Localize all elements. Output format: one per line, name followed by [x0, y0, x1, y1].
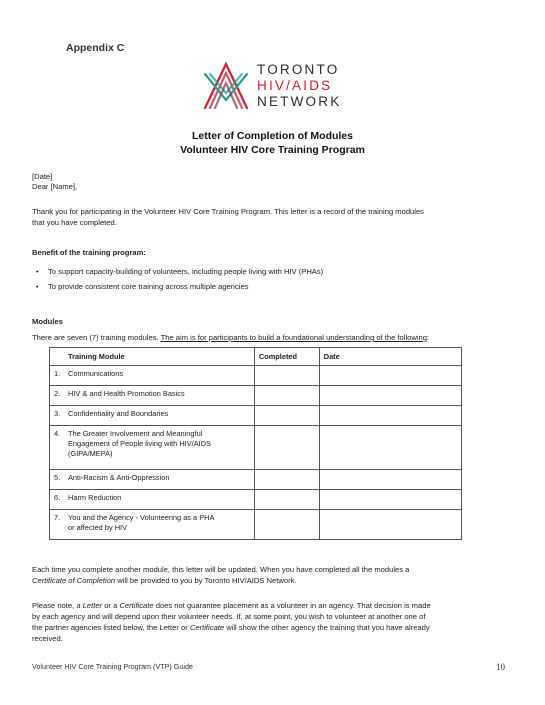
date-cell — [319, 366, 461, 386]
certificate-term: Certificate — [119, 601, 154, 610]
module-number: 3. — [54, 409, 61, 418]
greeting: Dear [Name], — [32, 182, 78, 191]
completed-cell — [254, 490, 319, 510]
module-number: 2. — [54, 389, 61, 398]
closing-p2-line3 — [32, 623, 512, 634]
module-name — [68, 429, 243, 459]
footer-guide-title: Volunteer HIV Core Training Program (VTP) Guide — [32, 662, 193, 671]
modules-intro-aim: The aim is for participants to build a foundational understanding of the following — [160, 333, 427, 342]
module-line: HIV & and Health Promotion Basics — [68, 389, 185, 398]
table-row — [50, 406, 462, 426]
header-completed: Completed — [254, 348, 319, 366]
closing-p2-line1 — [32, 601, 512, 612]
date-cell — [319, 426, 461, 470]
module-line: Anti-Racism & Anti-Oppression — [68, 473, 170, 482]
table-row — [50, 366, 462, 386]
table-row — [50, 426, 462, 470]
certificate-term: Certificate — [189, 623, 225, 632]
modules-intro-colon: : — [426, 333, 430, 342]
module-cell — [50, 470, 255, 490]
module-line: Confidentiality and Boundaries — [68, 409, 169, 418]
logo-line-network: NETWORK — [257, 94, 342, 109]
module-line: You and the Agency - Volunteering as a PHA — [68, 513, 215, 522]
date-cell — [319, 510, 461, 540]
closing-p2-line2: by each agency and will depend upon their volunteer needs. If, at some point, you wish to volunteer at another one of — [32, 612, 426, 621]
ribbon-logo-icon — [199, 56, 253, 116]
table-row — [50, 386, 462, 406]
module-name — [68, 409, 243, 419]
table-row — [50, 510, 462, 540]
letter-title: Letter of Completion of Modules — [192, 130, 353, 142]
closing-p1-line1: Each time you complete another module, this letter will be updated. When you have completed all the modules a — [32, 565, 410, 574]
date-placeholder: [Date] — [32, 172, 53, 181]
bullet-icon: • — [36, 282, 39, 291]
closing-p2-line4: received. — [32, 634, 63, 643]
module-number: 4. — [54, 429, 61, 438]
text-run: will show the other agency the training that you have already — [224, 623, 430, 632]
letter-term: a Letter — [76, 601, 103, 610]
table-header-row — [50, 348, 462, 366]
module-cell — [50, 490, 255, 510]
module-name — [68, 513, 243, 533]
page-number: 10 — [496, 662, 505, 672]
module-line: Harm Reduction — [68, 493, 122, 502]
modules-heading: Modules — [32, 317, 63, 326]
completed-cell — [254, 426, 319, 470]
module-cell — [50, 510, 255, 540]
appendix-label: Appendix C — [66, 42, 125, 54]
module-name — [68, 473, 243, 483]
modules-intro-text: There are seven (7) training modules. — [32, 333, 161, 342]
date-cell — [319, 470, 461, 490]
completed-cell — [254, 510, 319, 540]
closing-p1-line2-text: will be provided to you by Toronto HIV/AIDS Network. — [115, 576, 297, 585]
logo-line-hiv-aids: HIV/AIDS — [257, 78, 333, 93]
text-run: the partner agencies listed below, the Letter or — [32, 623, 190, 632]
completed-cell — [254, 386, 319, 406]
module-cell — [50, 426, 255, 470]
training-modules-table — [49, 347, 462, 540]
bullet-icon: • — [36, 267, 39, 276]
intro-line-2: that you have completed. — [32, 218, 117, 227]
module-name — [68, 493, 243, 503]
benefit-heading: Benefit of the training program: — [32, 248, 146, 257]
logo-line-toronto: TORONTO — [257, 62, 340, 77]
closing-p1-line2 — [32, 576, 512, 587]
module-number: 1. — [54, 369, 61, 378]
module-line: Communications — [68, 369, 124, 378]
header-date: Date — [319, 348, 461, 366]
bullet-text: To support capacity-building of volunteers, including people living with HIV (PHAs) — [48, 267, 324, 276]
completed-cell — [254, 470, 319, 490]
text-run: or a — [102, 601, 120, 610]
date-cell — [319, 490, 461, 510]
module-line: (GIPA/MEPA) — [68, 449, 113, 458]
header-training-module: Training Module — [50, 348, 255, 366]
module-name — [68, 369, 243, 379]
intro-line-1: Thank you for participating in the Volunteer HIV Core Training Program. This letter is a record of the training modules — [32, 207, 424, 216]
module-number: 7. — [54, 513, 61, 522]
modules-intro — [32, 333, 512, 344]
date-cell — [319, 406, 461, 426]
bullet-text: To provide consistent core training across multiple agencies — [48, 282, 249, 291]
module-number: 6. — [54, 493, 61, 502]
logo-wordmark — [257, 62, 341, 110]
module-cell — [50, 406, 255, 426]
certificate-term: Certificate of Completion — [32, 576, 116, 585]
completed-cell — [254, 406, 319, 426]
table-row — [50, 470, 462, 490]
completed-cell — [254, 366, 319, 386]
text-run: does not guarantee placement as a volunteer in an agency. That decision is made — [153, 601, 431, 610]
module-line: The Greater Involvement and Meaningful — [68, 429, 203, 438]
module-line: Engagement of People living with HIV/AIDS — [68, 439, 211, 448]
module-line: or affected by HIV — [68, 523, 128, 532]
module-cell — [50, 386, 255, 406]
module-cell — [50, 366, 255, 386]
module-number: 5. — [54, 473, 61, 482]
program-title: Volunteer HIV Core Training Program — [180, 144, 365, 156]
table-row — [50, 490, 462, 510]
module-name — [68, 389, 243, 399]
date-cell — [319, 386, 461, 406]
toronto-hiv-aids-network-logo — [199, 56, 349, 116]
text-run: Please note, — [32, 601, 77, 610]
